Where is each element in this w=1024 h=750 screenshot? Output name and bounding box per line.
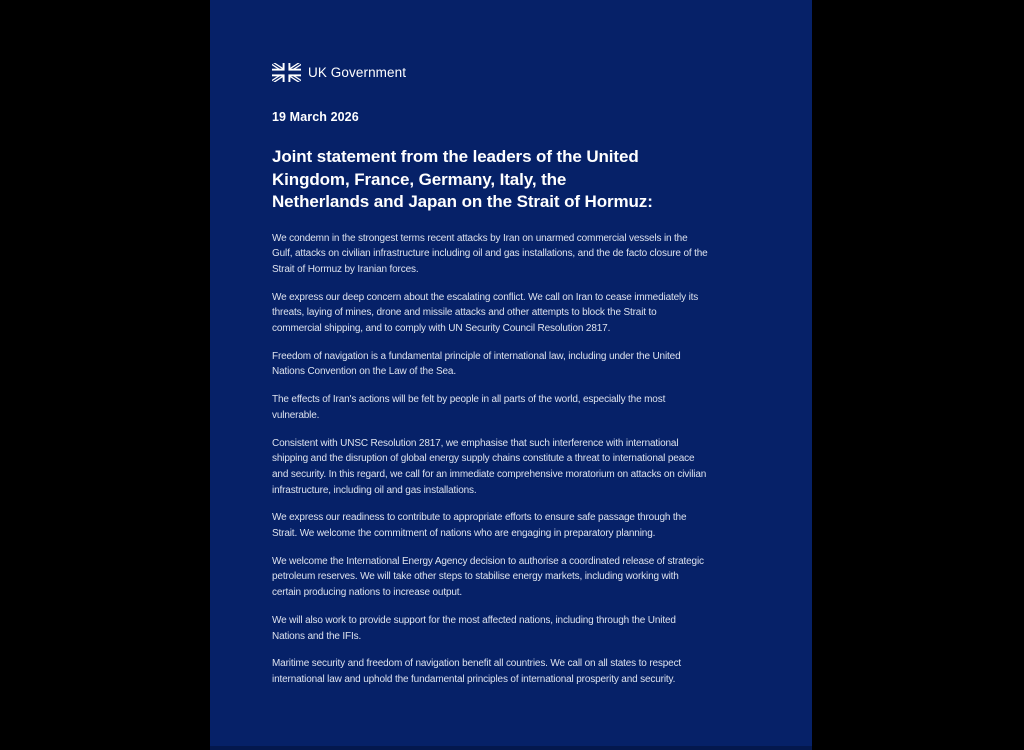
heading-line: Joint statement from the leaders of the United <box>272 147 639 166</box>
logo-org-name: UK Government <box>308 64 407 80</box>
heading-line: Kingdom, France, Germany, Italy, the <box>272 169 567 189</box>
union-jack-icon <box>272 63 301 82</box>
statement-paragraph: Maritime security and freedom of navigation benefit all countries. We call on all states to respect international law and uphold the fundamental principles of international prosperity and security. <box>272 658 682 685</box>
statement-paragraph: We condemn in the strongest terms recent attacks by Iran on unarmed commercial vessels in the Gulf, attacks on civilian infrastructure including oil and gas installations, and the de facto closure of the Strait of Hormuz by Iranian forces. <box>272 232 708 275</box>
statement-paragraph: Freedom of navigation is a fundamental principle of international law, including under the United Nations Convention on the Law of the Sea. <box>272 350 681 378</box>
statement-paragraph: We will also work to provide support for the most affected nations, including through the United Nations and the IFIs. <box>272 614 676 642</box>
statement-content <box>272 62 710 700</box>
uk-government-logo <box>272 62 710 82</box>
panel-bottom-edge <box>210 746 812 750</box>
statement-paragraph: Consistent with UNSC Resolution 2817, we emphasise that such interference with international shipping and the disruption of global energy supply chains constitute a threat to international peace and security. In this regard, we call for an immediate comprehensive moratorium on attacks on civilian infrastructure, including oil and gas installations. <box>272 437 707 496</box>
heading-line: Netherlands and Japan on the Strait of Hormuz: <box>272 192 653 211</box>
statement-body <box>272 231 710 688</box>
statement-paragraph: The effects of Iran's actions will be felt by people in all parts of the world, especially the most vulnerable. <box>272 394 666 421</box>
statement-date: 19 March 2026 <box>272 110 359 124</box>
statement-heading <box>272 146 710 214</box>
statement-paragraph: We express our deep concern about the escalating conflict. We call on Iran to cease immediately its threats, laying of mines, drone and missile attacks and other attempts to block the Strait to commercial shipping, and to comply with UN Security Council Resolution 2817. <box>272 291 699 335</box>
statement-paragraph: We welcome the International Energy Agency decision to authorise a coordinated release of strategic petroleum reserves. We will take other steps to stabilise energy markets, including working with certain producing nations to increase output. <box>272 555 704 599</box>
statement-panel <box>210 0 812 750</box>
statement-paragraph: We express our readiness to contribute to appropriate efforts to ensure safe passage through the Strait. We welcome the commitment of nations who are engaging in preparatory planning. <box>272 512 687 540</box>
